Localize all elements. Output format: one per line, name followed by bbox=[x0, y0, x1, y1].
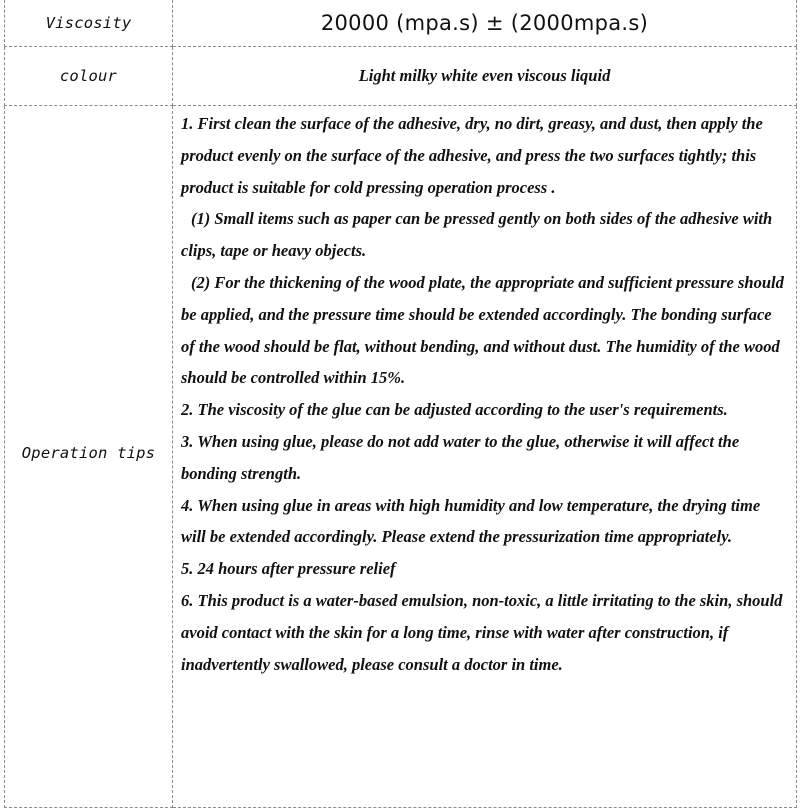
operation-tips-label: Operation tips bbox=[5, 106, 173, 808]
tip-1-sub-1: (1) Small items such as paper can be pressed gently on both sides of the adhesive with clips, tape or heavy objects. bbox=[181, 209, 773, 261]
tip-1-sub-2: (2) For the thickening of the wood plate, the appropriate and sufficient pressure should be applied, and the pressure time should be extended accordingly. The bonding surface of the wood should be flat, without bending, and without dust. The humidity of the wood should be controlled within 15%. bbox=[181, 272, 784, 388]
colour-label: colour bbox=[5, 47, 173, 106]
viscosity-row bbox=[5, 0, 797, 47]
viscosity-value: 20000 (mpa.s) ± (2000mpa.s) bbox=[173, 0, 797, 47]
spec-table bbox=[4, 0, 797, 808]
tip-2: 2. The viscosity of the glue can be adjusted according to the user's requirements. bbox=[181, 400, 728, 420]
operation-tips-row bbox=[5, 106, 797, 808]
tip-4: 4. When using glue in areas with high humidity and low temperature, the drying time will be extended accordingly. Please extend the pressurization time appropriately. bbox=[181, 495, 761, 547]
operation-tips-cell bbox=[173, 106, 797, 808]
tip-6: 6. This product is a water-based emulsion, non-toxic, a little irritating to the skin, should avoid contact with the skin for a long time, rinse with water after construction, if inadvertently swallowed, please consult a doctor in time. bbox=[181, 590, 783, 674]
tip-1: 1. First clean the surface of the adhesive, dry, no dirt, greasy, and dust, then apply the product evenly on the surface of the adhesive, and press the two surfaces tightly; this product is suitable for cold pressing operation process . bbox=[181, 114, 763, 197]
colour-row bbox=[5, 47, 797, 106]
colour-value: Light milky white even viscous liquid bbox=[173, 47, 797, 106]
tip-3: 3. When using glue, please do not add water to the glue, otherwise it will affect the bonding strength. bbox=[181, 431, 740, 483]
viscosity-label: Viscosity bbox=[5, 0, 173, 47]
tip-5: 5. 24 hours after pressure relief bbox=[181, 559, 396, 579]
operation-tips-list bbox=[173, 106, 796, 680]
